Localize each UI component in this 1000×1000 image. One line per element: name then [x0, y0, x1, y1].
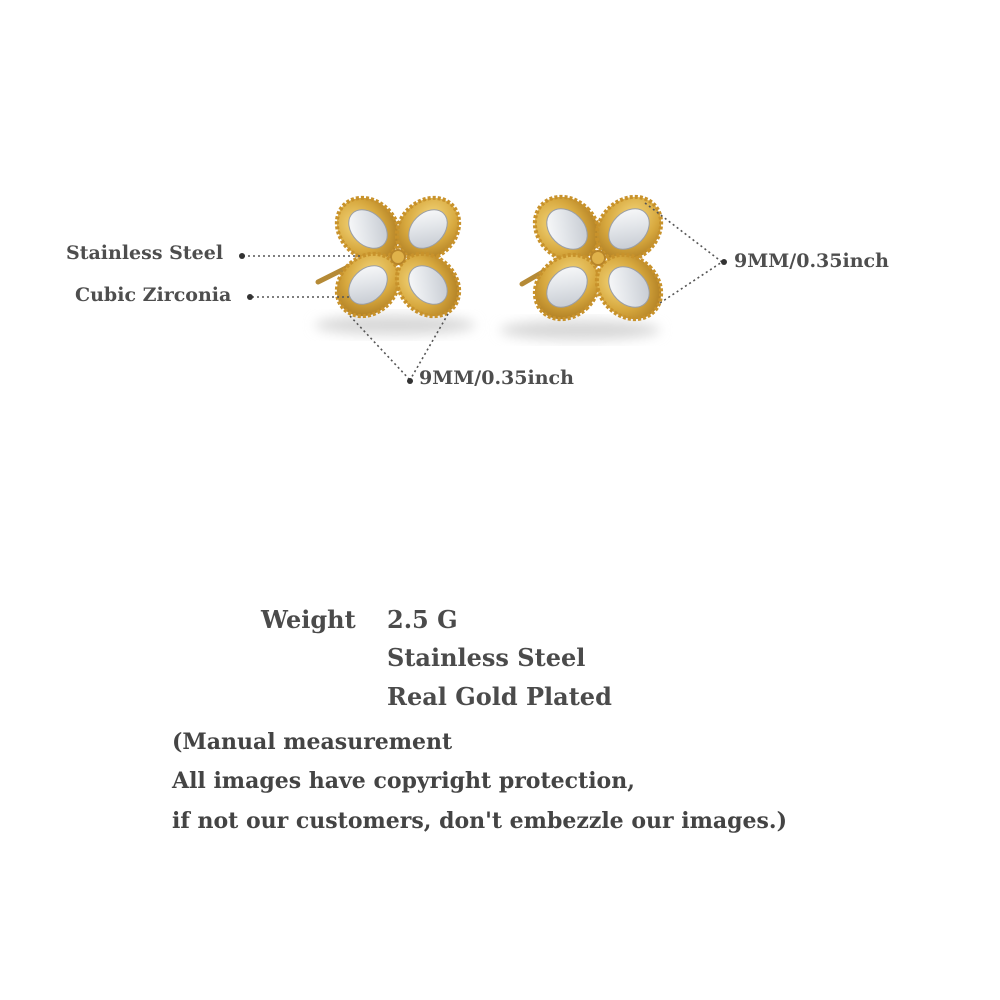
note-line1-clip: [172, 728, 453, 758]
stone-callout-label: Cubic Zirconia: [75, 284, 232, 306]
width-leader-lower: [660, 262, 722, 303]
note-line2-clip: [172, 768, 652, 794]
left-earring-clover: [324, 185, 472, 329]
weight-value: 2.5 G: [387, 605, 458, 634]
note-line3: if not our customers, don't embezzle our images.): [172, 808, 787, 834]
plating-value-clip: [387, 682, 670, 711]
material-value: Stainless Steel: [387, 643, 586, 672]
note-line2: All images have copyright protection,: [172, 768, 635, 794]
height-dimension-label: 9MM/0.35inch: [419, 367, 574, 389]
material-callout-label: Stainless Steel: [66, 242, 224, 264]
right-earring-shadow: [500, 320, 660, 340]
weight-label: Weight: [261, 605, 356, 634]
right-earring-clover: [522, 184, 675, 333]
note-line1: (Manual measurement: [172, 729, 453, 755]
left-earring-shadow: [315, 315, 475, 335]
weight-label-clip: [261, 604, 360, 638]
width-dimension-label: 9MM/0.35inch: [734, 250, 889, 272]
plating-value: Real Gold Plated: [387, 682, 612, 711]
